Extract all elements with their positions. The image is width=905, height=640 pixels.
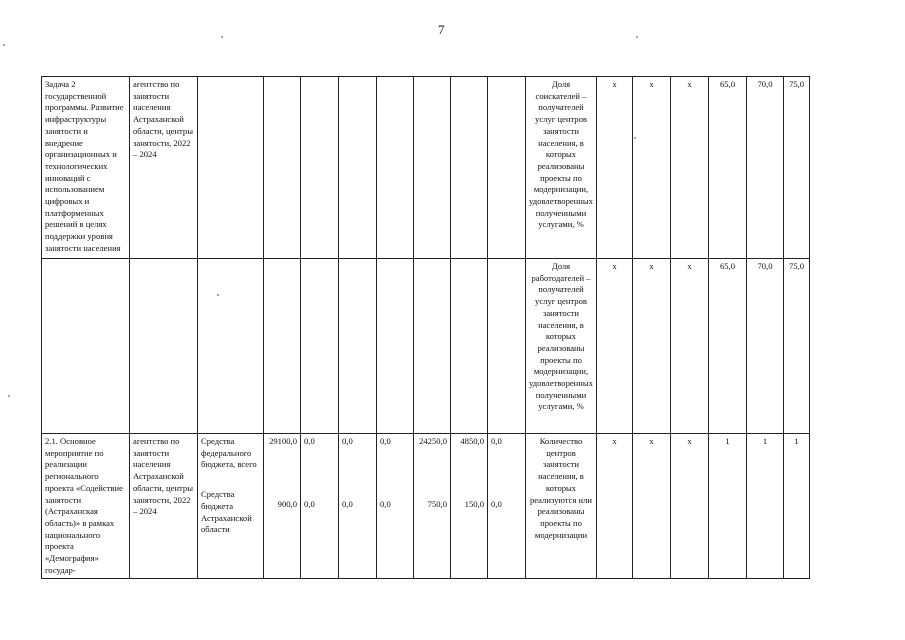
funding-cell	[377, 77, 414, 259]
program-table	[41, 76, 810, 579]
funding-regional: 150,0	[464, 498, 484, 509]
value-cell: х	[597, 77, 633, 259]
funding-cell	[264, 434, 301, 579]
scan-speck	[221, 36, 223, 38]
indicator-cell: Количество центров занятости населения, в которых реализуются или реализованы проекты по модернизации	[526, 434, 597, 579]
value-cell: 65,0	[709, 77, 747, 259]
funding-cell	[301, 434, 339, 579]
funding-federal: 24250,0	[419, 436, 447, 446]
task-cell: Задача 2 государственной программы. Развитие инфраструктуры занятости и внедрение организационных и технологических инноваций с использованием цифровых и платформенных решений в целях поддержки уровня занятости населения	[42, 77, 130, 259]
funding-cell	[301, 259, 339, 434]
value-cell: х	[597, 259, 633, 434]
value-cell: 75,0	[784, 259, 810, 434]
value-cell: х	[671, 77, 709, 259]
funding-cell	[488, 434, 526, 579]
page-number: 7	[438, 22, 445, 37]
funding-federal: 0,0	[491, 436, 502, 446]
source-federal: Средства федерального бюджета, всего	[201, 436, 257, 470]
funding-regional: 0,0	[342, 498, 353, 509]
indicator-cell: Доля работодателей – получателей услуг центров занятости населения, в которых реализованы проекты по модернизации, удовлетворенных полученными услугами, %	[526, 259, 597, 434]
funding-federal: 4850,0	[460, 436, 484, 446]
value-cell: х	[633, 77, 671, 259]
value-cell: 65,0	[709, 259, 747, 434]
funding-cell	[451, 259, 488, 434]
source-cell	[198, 77, 264, 259]
table-row	[42, 77, 810, 259]
executor-cell: агентство по занятости населения Астраханской области, центры занятости, 2022 – 2024	[130, 434, 198, 579]
value-cell: х	[671, 434, 709, 579]
value-cell: 1	[747, 434, 784, 579]
funding-cell	[414, 259, 451, 434]
funding-regional: 750,0	[427, 498, 447, 509]
funding-cell	[414, 434, 451, 579]
value-cell: 70,0	[747, 259, 784, 434]
task-cell	[42, 259, 130, 434]
task-cell: 2.1. Основное мероприятие по реализации регионального проекта «Содействие занятости (Астраханская область)» в рамках национального проекта «Демография» государ-	[42, 434, 130, 579]
executor-cell	[130, 259, 198, 434]
value-cell: 70,0	[747, 77, 784, 259]
funding-cell	[339, 434, 377, 579]
funding-regional: 0,0	[380, 498, 391, 509]
scan-speck	[8, 395, 10, 397]
value-cell: 1	[709, 434, 747, 579]
funding-cell	[488, 259, 526, 434]
value-cell: х	[633, 434, 671, 579]
funding-cell	[339, 259, 377, 434]
executor-cell: агентство по занятости населения Астраханской области, центры занятости, 2022 – 2024	[130, 77, 198, 259]
scan-speck	[636, 36, 638, 38]
table-row	[42, 434, 810, 579]
funding-federal: 0,0	[342, 436, 353, 446]
funding-federal: 0,0	[304, 436, 315, 446]
indicator-cell: Доля соискателей – получателей услуг центров занятости населения, в которых реализованы проекты по модернизации, удовлетворенных полученными услугами, %	[526, 77, 597, 259]
funding-federal: 0,0	[380, 436, 391, 446]
source-cell	[198, 434, 264, 579]
funding-cell	[488, 77, 526, 259]
funding-federal: 29100,0	[269, 436, 297, 446]
value-cell: х	[633, 259, 671, 434]
source-regional: Средства бюджета Астраханской области	[201, 489, 252, 535]
scan-speck	[3, 44, 5, 46]
funding-cell	[451, 434, 488, 579]
funding-cell	[264, 77, 301, 259]
funding-cell	[339, 77, 377, 259]
funding-cell	[377, 434, 414, 579]
funding-cell	[301, 77, 339, 259]
funding-regional: 900,0	[277, 498, 297, 509]
funding-regional: 0,0	[491, 498, 502, 509]
funding-cell	[264, 259, 301, 434]
value-cell: х	[597, 434, 633, 579]
value-cell: 1	[784, 434, 810, 579]
table-row	[42, 259, 810, 434]
source-cell	[198, 259, 264, 434]
funding-regional: 0,0	[304, 498, 315, 509]
value-cell: 75,0	[784, 77, 810, 259]
value-cell: х	[671, 259, 709, 434]
funding-cell	[414, 77, 451, 259]
funding-cell	[377, 259, 414, 434]
funding-cell	[451, 77, 488, 259]
